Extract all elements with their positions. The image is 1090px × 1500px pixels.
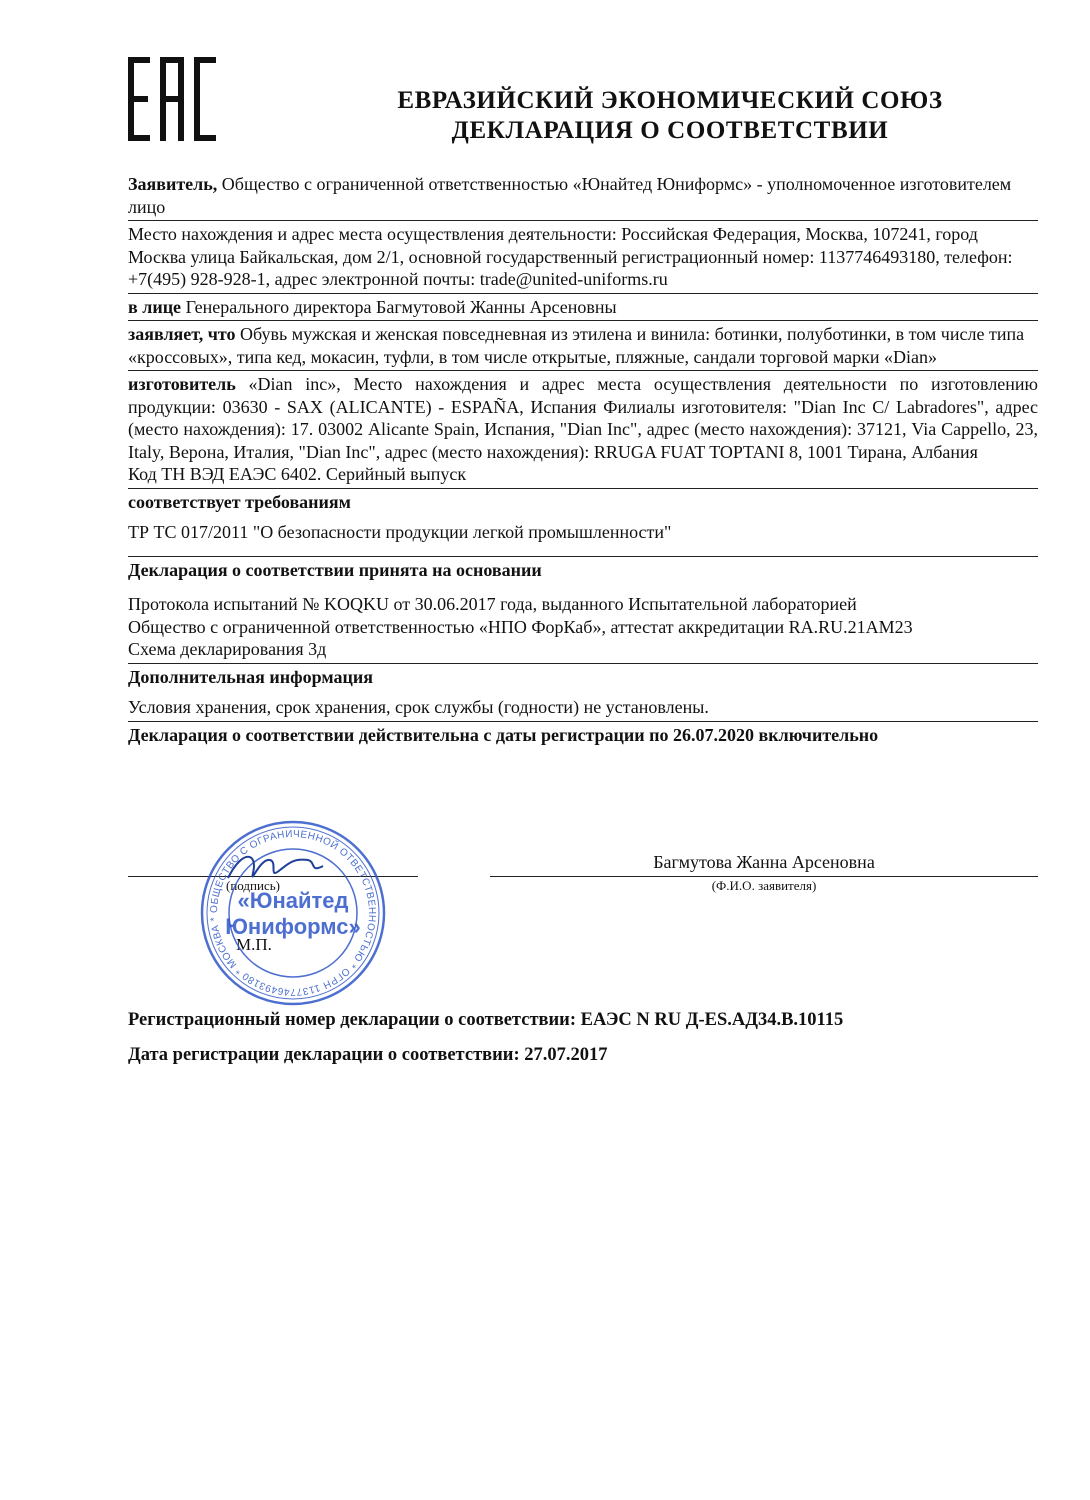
document-title (290, 86, 1050, 146)
stamp-ring-text: ОБЩЕСТВО С ОГРАНИЧЕННОЙ ОТВЕТСТВЕННОСТЬЮ * ОГРН 1137746493180 * МОСКВА * (208, 828, 378, 998)
address-text: Место нахождения и адрес места осуществления деятельности: Российская Федерация, Москва, 107241, город Москва улица Байкальская, дом 2/1, основной государственный регистрационный номер: 1137746493180, телефон: +7(495) 928-928-1, адрес электронной почты: trade@united-uniforms.ru (128, 224, 1013, 289)
manufacturer-label: изготовитель (128, 374, 236, 394)
company-stamp (198, 818, 388, 1008)
declaration-title: ДЕКЛАРАЦИЯ О СООТВЕТСТВИИ (451, 117, 889, 144)
conforms-row (128, 491, 1038, 557)
declares-label: заявляет, что (128, 324, 236, 344)
regulation-text: ТР ТС 017/2011 "О безопасности продукции легкой промышленности" (128, 522, 672, 542)
applicant-label: Заявитель, (128, 174, 218, 194)
representative-text: Генерального директора Багмутовой Жанны Арсеновны (181, 296, 617, 317)
protocol-line: Протокола испытаний № KOQKU от 30.06.2017 года, выданного Испытательной лабораторией (128, 594, 857, 614)
signature-caption: (подпись) (226, 878, 280, 893)
lab-line: Общество с ограниченной ответственностью «НПО ФорКаб», аттестат аккредитации RA.RU.21AM23 (128, 616, 913, 637)
eac-mark-icon (126, 55, 218, 143)
basis-row (128, 559, 1038, 664)
signer-name: Багмутова Жанна Арсеновна (653, 852, 875, 872)
tn-ved-code: Код ТН ВЭД ЕАЭС 6402. Серийный выпуск (128, 464, 467, 484)
basis-label: Декларация о соответствии принята на основании (128, 559, 542, 580)
manufacturer-row (128, 373, 1038, 489)
additional-label: Дополнительная информация (128, 666, 373, 687)
applicant-row (128, 173, 1038, 221)
name-caption: (Ф.И.О. заявителя) (711, 878, 817, 893)
declares-text: Обувь мужская и женская повседневная из этилена и винила: ботинки, полуботинки, в том числе типа «кроссовых», типа кед, мокасин, туфли, в том числе открытые, пляжные, сандали торговой марки «Dian» (128, 324, 1025, 367)
scheme-line: Схема декларирования 3д (128, 639, 327, 659)
name-line (490, 876, 1038, 877)
stamp-line-2: Юниформс» (225, 914, 361, 939)
declaration-body (128, 173, 1038, 750)
validity-text: Декларация о соответствии действительна с даты регистрации по 26.07.2020 включительно (128, 724, 879, 745)
representative-label: в лице (128, 296, 182, 317)
additional-text: Условия хранения, срок хранения, срок службы (годности) не установлены. (128, 697, 709, 717)
applicant-text: Общество с ограниченной ответственностью «Юнайтед Юниформс» - уполномоченное изготовителем лицо (128, 174, 1012, 217)
seal-place-label: М.П. (236, 935, 272, 954)
registration-number: Регистрационный номер декларации о соответствии: ЕАЭС N RU Д-ES.АД34.В.10115 (128, 1010, 844, 1030)
registration-date: Дата регистрации декларации о соответствии: 27.07.2017 (128, 1045, 608, 1065)
address-row (128, 223, 1038, 294)
representative-row (128, 296, 1038, 322)
validity-row (128, 724, 1038, 749)
stamp-line-1: «Юнайтед (237, 888, 349, 913)
additional-row (128, 666, 1038, 722)
union-title: ЕВРАЗИЙСКИЙ ЭКОНОМИЧЕСКИЙ СОЮЗ (397, 87, 943, 114)
declares-row (128, 323, 1038, 371)
conforms-label: соответствует требованиям (128, 491, 351, 512)
manufacturer-text: «Dian inc», Место нахождения и адрес места осуществления деятельности по изготовлению продукции: 03630 - SAX (ALICANTE) - ESPAÑA, Испания Филиалы изготовителя: "Dian Inc C/ Labradores", адрес (место нахождения): 17. 03002 Alicante Spain, Испания, "Dian Inc", адрес (место нахождения): 37121, Via Cappello, 23, Italy, Верона, Италия, "Dian Inc", адрес (место нахождения): RRUGA FUAT TOPTANI 8, 1001 Тирана, Албания (128, 374, 1038, 462)
